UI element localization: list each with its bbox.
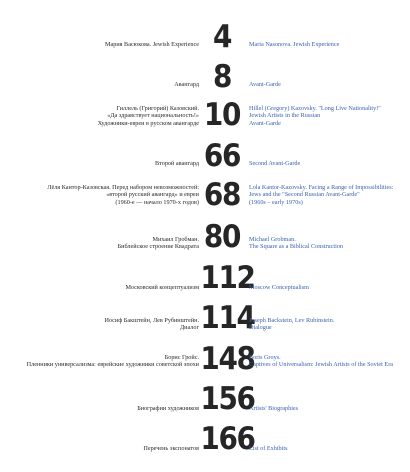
- entry-title-en-line: Second Avant-Garde: [249, 160, 301, 167]
- entry-title-ru: [4, 405, 199, 412]
- entry-title-en-line: Moscow Conceptualism: [249, 284, 309, 291]
- entry-title-en: [249, 317, 407, 332]
- entry-title-en-line: Dialogue: [249, 324, 272, 332]
- entry-title-en-line: Avant-Garde: [249, 119, 281, 127]
- entry-title-ru-line: Московский концептуализм: [125, 284, 199, 291]
- entry-title-en-line: (1960s – early 1970s): [249, 198, 303, 206]
- entry-title-en-line: Jews and the "Second Russian Avant-Garde": [249, 191, 360, 199]
- entry-title-en-line: The Square as a Biblical Construction: [249, 243, 343, 251]
- entry-title-ru-line: Авангард: [174, 81, 199, 88]
- page-number: 156: [200, 381, 255, 417]
- entry-title-ru-line: (1960-е — начало 1970-х годов): [115, 198, 199, 206]
- entry-title-ru-line: Библейское строение Квадрата: [117, 243, 199, 251]
- entry-title-ru-line: «второй русский авангард» и евреи: [106, 191, 199, 199]
- entry-title-en-line: Michael Grobman.: [249, 236, 296, 243]
- entry-title-en-line: Boris Groys.: [249, 354, 281, 361]
- entry-title-en: [249, 160, 407, 167]
- entry-title-ru-line: Лёля Кантор-Казовская. Перед набором невозможностей:: [47, 184, 199, 191]
- entry-title-ru-line: Второй авангард: [155, 160, 199, 167]
- entry-title-ru-line: Борис Гройс.: [164, 354, 199, 361]
- page-number: 112: [200, 260, 255, 296]
- entry-title-ru-line: Перечень экспонатов: [143, 445, 199, 452]
- entry-title-en: [249, 105, 407, 127]
- entry-title-en-line: Captives of Universalism: Jewish Artists of the Soviet Era: [249, 361, 394, 369]
- entry-title-en: [249, 184, 407, 206]
- entry-title-en: [249, 284, 407, 291]
- page-number: 8: [212, 59, 232, 95]
- entry-title-en-line: List of Exhibits: [249, 445, 288, 452]
- entry-title-en-line: Hillel (Gregory) Kazovsky. "Long Live Nationality!": [249, 105, 381, 112]
- entry-title-ru-line: Пленники универсализма: еврейские художники советской эпохи: [26, 361, 199, 369]
- entry-title-ru-line: Михаил Гробман.: [152, 236, 199, 243]
- page-number: 10: [203, 97, 241, 133]
- entry-title-ru-line: Гиллель (Григорий) Казовский.: [116, 105, 199, 112]
- entry-title-ru: [0, 354, 199, 369]
- page-number: 114: [200, 300, 255, 336]
- entry-title-en: [249, 41, 407, 48]
- entry-title-en-line: Artists' Biographies: [249, 405, 299, 412]
- entry-title-en: [249, 236, 407, 251]
- entry-title-en: [249, 354, 407, 369]
- entry-title-ru: [4, 41, 199, 48]
- entry-title-ru: [4, 284, 199, 291]
- entry-title-ru: [4, 160, 199, 167]
- entry-title-ru: [4, 105, 199, 127]
- entry-title-ru-line: Иосиф Бакштейн, Лев Рубинштейн.: [104, 317, 199, 324]
- entry-title-ru: [4, 81, 199, 88]
- entry-title-ru: [4, 317, 199, 332]
- entry-title-en: [249, 81, 407, 88]
- entry-title-en-line: Avant-Garde: [249, 81, 281, 88]
- entry-title-ru-line: Мария Васюкова. Jewish Experience: [105, 41, 199, 48]
- entry-title-en-line: Jewish Artists in the Russian: [249, 112, 321, 120]
- entry-title-ru-line: «Да здравствует национальность!»: [107, 112, 199, 120]
- entry-title-ru-line: Диалог: [179, 324, 199, 332]
- entry-title-ru: [4, 445, 199, 452]
- page-number: 148: [200, 341, 255, 377]
- entry-title-ru: [4, 236, 199, 251]
- entry-title-ru-line: Биографии художников: [137, 405, 199, 412]
- page-number: 4: [212, 19, 232, 55]
- page-number: 66: [203, 138, 241, 174]
- entry-title-en-line: Maria Nasonova. Jewish Experience: [249, 41, 340, 48]
- entry-title-en-line: Lola Kantor-Kazovsky. Facing a Range of Impossibilities:: [249, 184, 394, 191]
- entry-title-ru: [4, 184, 199, 206]
- page-number: 80: [203, 219, 241, 255]
- entry-title-en: [249, 405, 407, 412]
- entry-title-en-line: Joseph Backstein, Lev Rubinstein.: [249, 317, 335, 324]
- entry-title-en: [249, 445, 407, 452]
- page-number: 68: [203, 177, 241, 213]
- entry-title-ru-line: Художники-евреи в русском авангарде: [97, 119, 199, 127]
- page-number: 166: [200, 421, 255, 457]
